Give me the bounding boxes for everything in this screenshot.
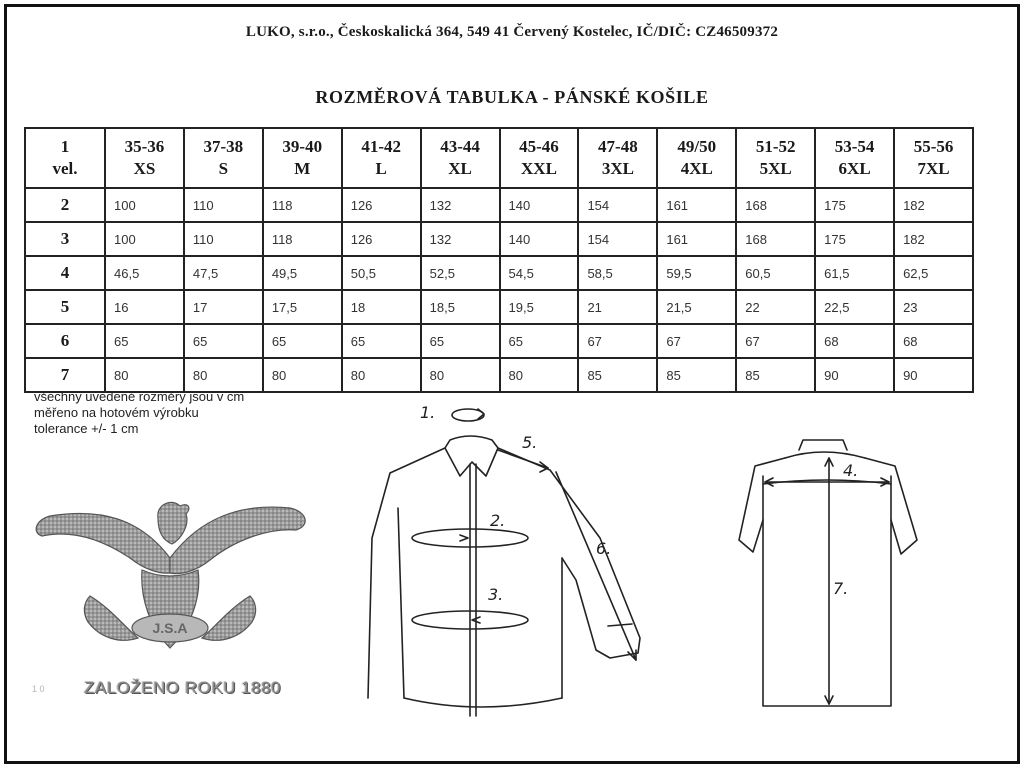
table-cell: 17 [184,290,263,324]
size-label: XL [448,159,472,178]
measurement-number: 3 [25,222,105,256]
table-cell: 65 [105,324,184,358]
eagle-stamp-logo [30,478,310,678]
measurement-number: 7 [25,358,105,392]
table-cell: 62,5 [894,256,973,290]
table-cell: 68 [894,324,973,358]
table-cell: 175 [815,188,894,222]
collar-range: 55-56 [913,137,954,156]
measurement-number: 6 [25,324,105,358]
size-table [24,127,974,393]
measure-label-6: 6. [596,539,612,558]
table-cell: 118 [263,188,342,222]
company-address: LUKO, s.r.o., Českoskalická 364, 549 41 Červený Kostelec, IČ/DIČ: CZ46509372 [245,24,779,40]
measurement-notes [34,389,244,437]
table-cell: 49,5 [263,256,342,290]
table-cell: 18,5 [421,290,500,324]
corner-number: 1 [60,137,70,156]
table-cell: 126 [342,222,421,256]
table-cell: 65 [421,324,500,358]
table-cell: 19,5 [500,290,579,324]
table-row [25,256,973,290]
table-row [25,324,973,358]
table-cell: 80 [184,358,263,392]
table-cell: 80 [500,358,579,392]
table-cell: 52,5 [421,256,500,290]
table-cell: 80 [263,358,342,392]
collar-range: 49/50 [677,137,717,156]
measurement-number: 5 [25,290,105,324]
size-label: S [218,159,229,178]
size-column-header [263,128,342,188]
collar-range: 37-38 [203,137,244,156]
table-cell: 47,5 [184,256,263,290]
table-cell: 80 [421,358,500,392]
size-label: 5XL [759,159,792,178]
table-row [25,222,973,256]
table-cell: 16 [105,290,184,324]
table-cell: 60,5 [736,256,815,290]
size-label: XS [133,159,156,178]
size-column-header [500,128,579,188]
note-line: tolerance +/- 1 cm [34,421,139,436]
size-column-header [894,128,973,188]
table-cell: 140 [500,188,579,222]
table-cell: 67 [578,324,657,358]
table-cell: 85 [736,358,815,392]
table-cell: 110 [184,188,263,222]
table-cell: 18 [342,290,421,324]
faint-text: 1 0 [32,684,45,694]
size-label: XXL [521,159,557,178]
shirt-front-diagram [350,398,650,728]
measurement-number: 2 [25,188,105,222]
size-label: M [294,159,311,178]
size-column-header [105,128,184,188]
table-cell: 168 [736,188,815,222]
table-cell: 161 [657,222,736,256]
table-cell: 17,5 [263,290,342,324]
table-cell: 61,5 [815,256,894,290]
table-cell: 59,5 [657,256,736,290]
size-label: 7XL [917,159,950,178]
founded-year-text: ZALOŽENO ROKU 1880 [84,678,282,697]
table-cell: 154 [578,222,657,256]
collar-range: 39-40 [282,137,323,156]
page-title: ROZMĚROVÁ TABULKA - PÁNSKÉ KOŠILE [315,87,709,107]
measure-label-3: 3. [488,585,504,604]
table-cell: 118 [263,222,342,256]
table-cell: 50,5 [342,256,421,290]
size-label: L [375,159,387,178]
collar-range: 47-48 [598,137,638,156]
size-label: 6XL [838,159,871,178]
table-cell: 182 [894,222,973,256]
measure-label-4: 4. [843,461,859,480]
table-cell: 132 [421,188,500,222]
table-cell: 67 [736,324,815,358]
table-cell: 22 [736,290,815,324]
table-cell: 68 [815,324,894,358]
size-label: 4XL [680,159,713,178]
size-column-header [578,128,657,188]
table-cell: 90 [815,358,894,392]
table-cell: 67 [657,324,736,358]
collar-range: 35-36 [124,137,165,156]
collar-range: 43-44 [440,137,480,156]
size-column-header [815,128,894,188]
collar-range: 45-46 [519,137,559,156]
measure-label-7: 7. [833,579,849,598]
table-corner-cell [25,128,105,188]
size-column-header [736,128,815,188]
table-cell: 65 [184,324,263,358]
collar-range: 51-52 [755,137,796,156]
table-cell: 168 [736,222,815,256]
table-row [25,358,973,392]
table-cell: 132 [421,222,500,256]
table-row [25,188,973,222]
note-line: všechny uvedené rozměry jsou v cm [34,389,245,404]
table-cell: 100 [105,188,184,222]
table-cell: 182 [894,188,973,222]
size-column-header [342,128,421,188]
size-column-header [657,128,736,188]
measurement-number: 4 [25,256,105,290]
table-cell: 85 [657,358,736,392]
measure-label-1: 1. [420,403,436,422]
table-cell: 110 [184,222,263,256]
table-cell: 65 [500,324,579,358]
table-cell: 23 [894,290,973,324]
collar-range: 41-42 [361,137,401,156]
table-cell: 54,5 [500,256,579,290]
corner-label: vel. [52,159,78,178]
table-cell: 65 [342,324,421,358]
size-column-header [184,128,263,188]
shirt-back-diagram [725,436,925,716]
note-line: měřeno na hotovém výrobku [34,405,199,420]
table-header-row [25,128,973,188]
table-cell: 140 [500,222,579,256]
table-cell: 22,5 [815,290,894,324]
collar-range: 53-54 [834,137,875,156]
measure-label-5: 5. [522,433,538,452]
table-cell: 65 [263,324,342,358]
table-row [25,290,973,324]
table-cell: 90 [894,358,973,392]
measure-label-2: 2. [490,511,506,530]
svg-text:J.S.A: J.S.A [152,620,188,636]
size-label: 3XL [601,159,634,178]
table-cell: 21 [578,290,657,324]
table-cell: 80 [342,358,421,392]
size-column-header [421,128,500,188]
table-cell: 80 [105,358,184,392]
table-cell: 100 [105,222,184,256]
table-cell: 161 [657,188,736,222]
table-cell: 175 [815,222,894,256]
table-cell: 21,5 [657,290,736,324]
table-cell: 126 [342,188,421,222]
table-cell: 58,5 [578,256,657,290]
table-cell: 46,5 [105,256,184,290]
table-cell: 154 [578,188,657,222]
table-cell: 85 [578,358,657,392]
